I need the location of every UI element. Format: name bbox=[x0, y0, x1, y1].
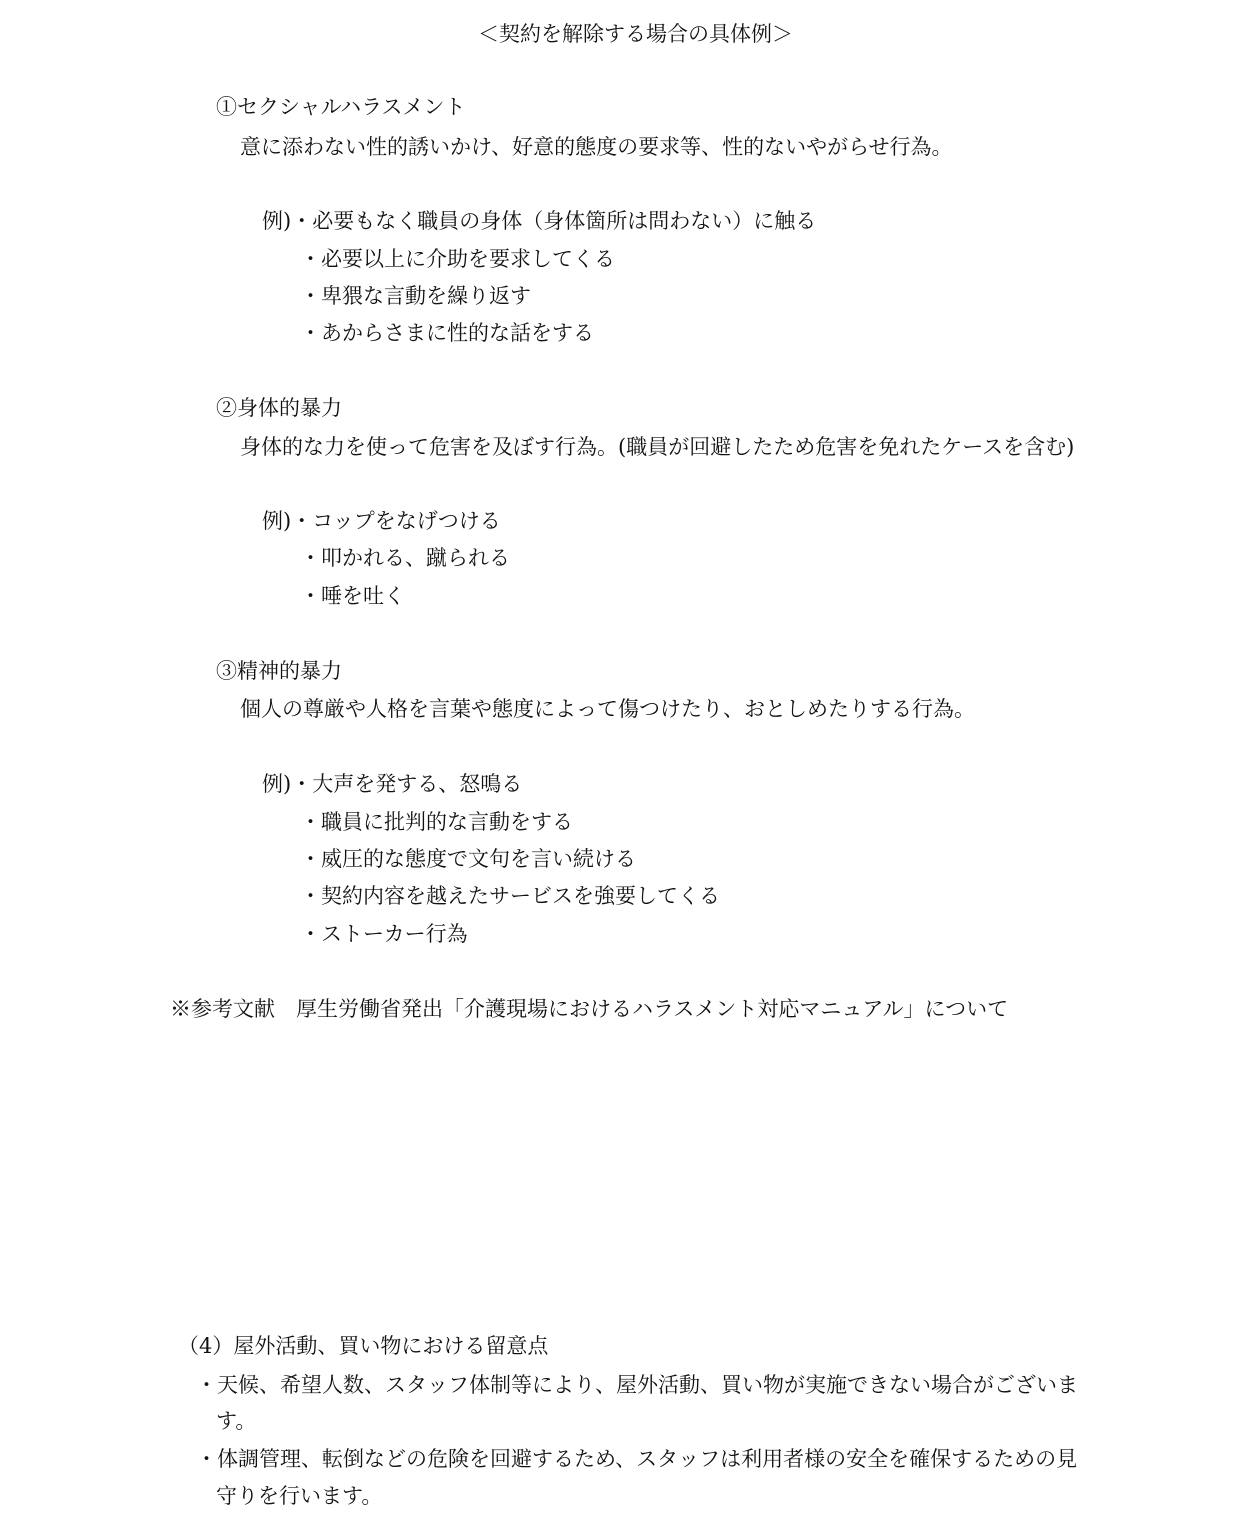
section-description-mental-violence: 個人の尊厳や人格を言葉や態度によって傷つけたり、おとしめたりする行為。 bbox=[240, 697, 975, 721]
bullet-item: ・天候、希望人数、スタッフ体制等により、屋外活動、買い物が実施できない場合がございま bbox=[196, 1373, 1078, 1397]
bullet-item: ・体調管理、転倒などの危険を回避するため、スタッフは利用者様の安全を確保するための見 bbox=[196, 1447, 1078, 1471]
example-item: ・あからさまに性的な話をする bbox=[300, 321, 594, 345]
section-heading-physical-violence: ②身体的暴力 bbox=[216, 396, 342, 420]
example-item: 例)・コップをなげつける bbox=[262, 509, 501, 533]
reference-note: ※参考文献 厚生労働省発出「介護現場におけるハラスメント対応マニュアル」について bbox=[170, 997, 1009, 1021]
bullet-item-continuation: 守りを行います。 bbox=[216, 1484, 383, 1508]
example-item: ・唾を吐く bbox=[300, 584, 405, 608]
example-item: ・契約内容を越えたサービスを強要してくる bbox=[300, 884, 720, 908]
section-heading-mental-violence: ③精神的暴力 bbox=[216, 659, 342, 683]
example-item: ・威圧的な態度で文句を言い続ける bbox=[300, 847, 636, 871]
section-heading-sexual-harassment: ①セクシャルハラスメント bbox=[216, 95, 466, 119]
example-item: ・職員に批判的な言動をする bbox=[300, 810, 573, 834]
example-item: ・卑猥な言動を繰り返す bbox=[300, 284, 531, 308]
example-item: 例)・必要もなく職員の身体（身体箇所は問わない）に触る bbox=[262, 209, 817, 233]
example-item: ・ストーカー行為 bbox=[300, 922, 468, 946]
example-item: 例)・大声を発する、怒鳴る bbox=[262, 772, 523, 796]
section-description-physical-violence: 身体的な力を使って危害を及ぼす行為。(職員が回避したため危害を免れたケースを含む) bbox=[240, 435, 1075, 459]
page-title: ＜契約を解除する場合の具体例＞ bbox=[478, 22, 793, 46]
example-item: ・必要以上に介助を要求してくる bbox=[300, 247, 615, 271]
section-description-sexual-harassment: 意に添わない性的誘いかけ、好意的態度の要求等、性的ないやがらせ行為。 bbox=[240, 135, 953, 159]
section-4-heading: （4）屋外活動、買い物における留意点 bbox=[178, 1334, 549, 1358]
bullet-item-continuation: す。 bbox=[216, 1409, 257, 1433]
example-item: ・叩かれる、蹴られる bbox=[300, 546, 510, 570]
